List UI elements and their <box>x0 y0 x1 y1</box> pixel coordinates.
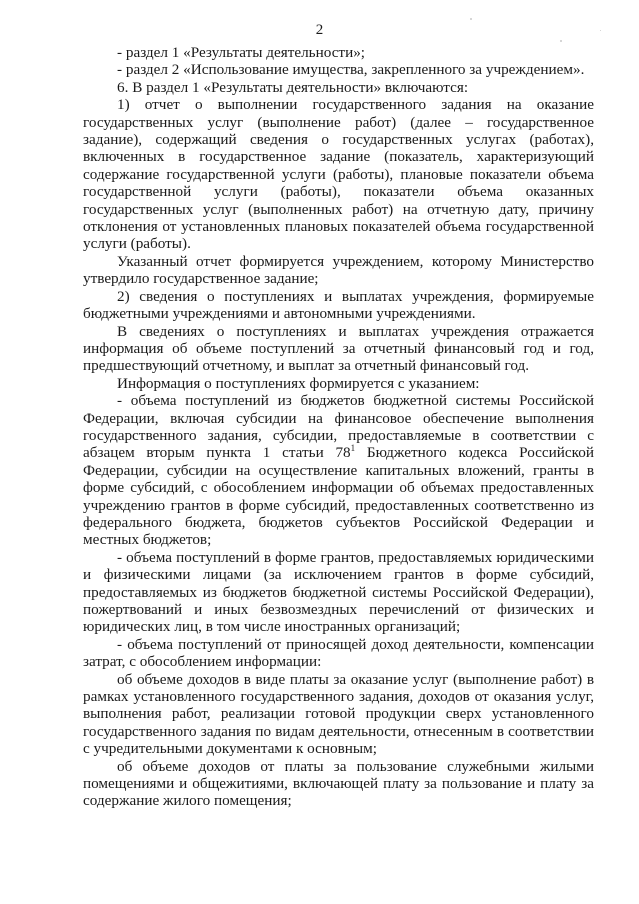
paragraph-receipts-info: В сведениях о поступлениях и выплатах учреждения отражается информация об объеме поступлений за отчетный финансовый год и год, предшествующий отчетному, и выплат за отчетный финансовый год. <box>83 322 594 375</box>
scan-artifact <box>470 18 472 20</box>
article-superscript: 1 <box>350 443 356 454</box>
document-body <box>83 44 594 810</box>
budget-receipts-text-end: Бюджетного кодекса Российской Федерации, субсидии на осуществление капитальных вложений, гранты в форме субсидий, с обособлением информации об объемах предоставленных учреждению грантов в форме субсидий, предоставленных соответственно из федерального бюджета, бюджетов субъектов Российской Федерации и местных бюджетов; <box>83 444 594 549</box>
paragraph-housing-fees: об объеме доходов от платы за пользование служебными жилыми помещениями и общежитиями, включающей плату за пользование и плату за содержание жилого помещения; <box>83 757 594 810</box>
paragraph-clause-6: 6. В раздел 1 «Результаты деятельности» включаются: <box>117 78 469 96</box>
page-number: 2 <box>315 22 324 38</box>
paragraph-income-activity: - объема поступлений от приносящей доход деятельности, компенсации затрат, с обособлением информации: <box>83 635 594 671</box>
paragraph-item-2-receipts: 2) сведения о поступлениях и выплатах учреждения, формируемые бюджетными учреждениями и автономными учреждениями. <box>83 287 594 323</box>
paragraph-section-1-item: - раздел 1 «Результаты деятельности»; <box>117 44 366 61</box>
paragraph-budget-receipts <box>83 392 594 549</box>
scan-artifact <box>600 30 601 31</box>
budget-receipts-text-start: - объема поступлений из бюджетов бюджетной системы Российской Федерации, включая субсидии на финансовое обеспечение выполнения государственного задания, субсидии, предоставляемые в соответствии с абзацем вторым пункта 1 статьи 78 <box>83 392 594 462</box>
paragraph-report-formation: Указанный отчет формируется учреждением, которому Министерство утвердило государственное задание; <box>83 252 594 288</box>
paragraph-service-fees: об объеме доходов в виде платы за оказание услуг (выполнение работ) в рамках установленного государственного задания, доходов от оказания услуг, выполнения работ, реализации готовой продукции сверх установленного государственного задания по видам деятельности, отнесенным в соответствии с учредительными документами к основным; <box>83 670 594 758</box>
paragraph-section-2-item: - раздел 2 «Использование имущества, закрепленного за учреждением». <box>117 61 585 79</box>
paragraph-receipts-intro: Информация о поступлениях формируется с указанием: <box>117 374 480 392</box>
paragraph-grant-receipts: - объема поступлений в форме грантов, предоставляемых юридическими и физическими лицами (за исключением грантов в форме субсидий, предоставляемых из бюджетов бюджетной системы Российской Федерации), пожертвований и иных безвозмездных перечислений от физических и юридических лиц, в том числе иностранных организаций; <box>83 548 594 636</box>
paragraph-item-1-report: 1) отчет о выполнении государственного задания на оказание государственных услуг (выполнение работ) (далее – государственное задание), содержащий сведения о государственных услугах (работах), включенных в государственное задание (показатель, характеризующий содержание государственной услуги (работы), плановые показатели объема государственной услуги (работы), показатели объема оказанных государственных услуг (выполненных работ) на отчетную дату, причину отклонения от установленных плановых показателей объема государственной услуги (работы). <box>83 96 594 253</box>
scan-artifact <box>560 40 562 42</box>
